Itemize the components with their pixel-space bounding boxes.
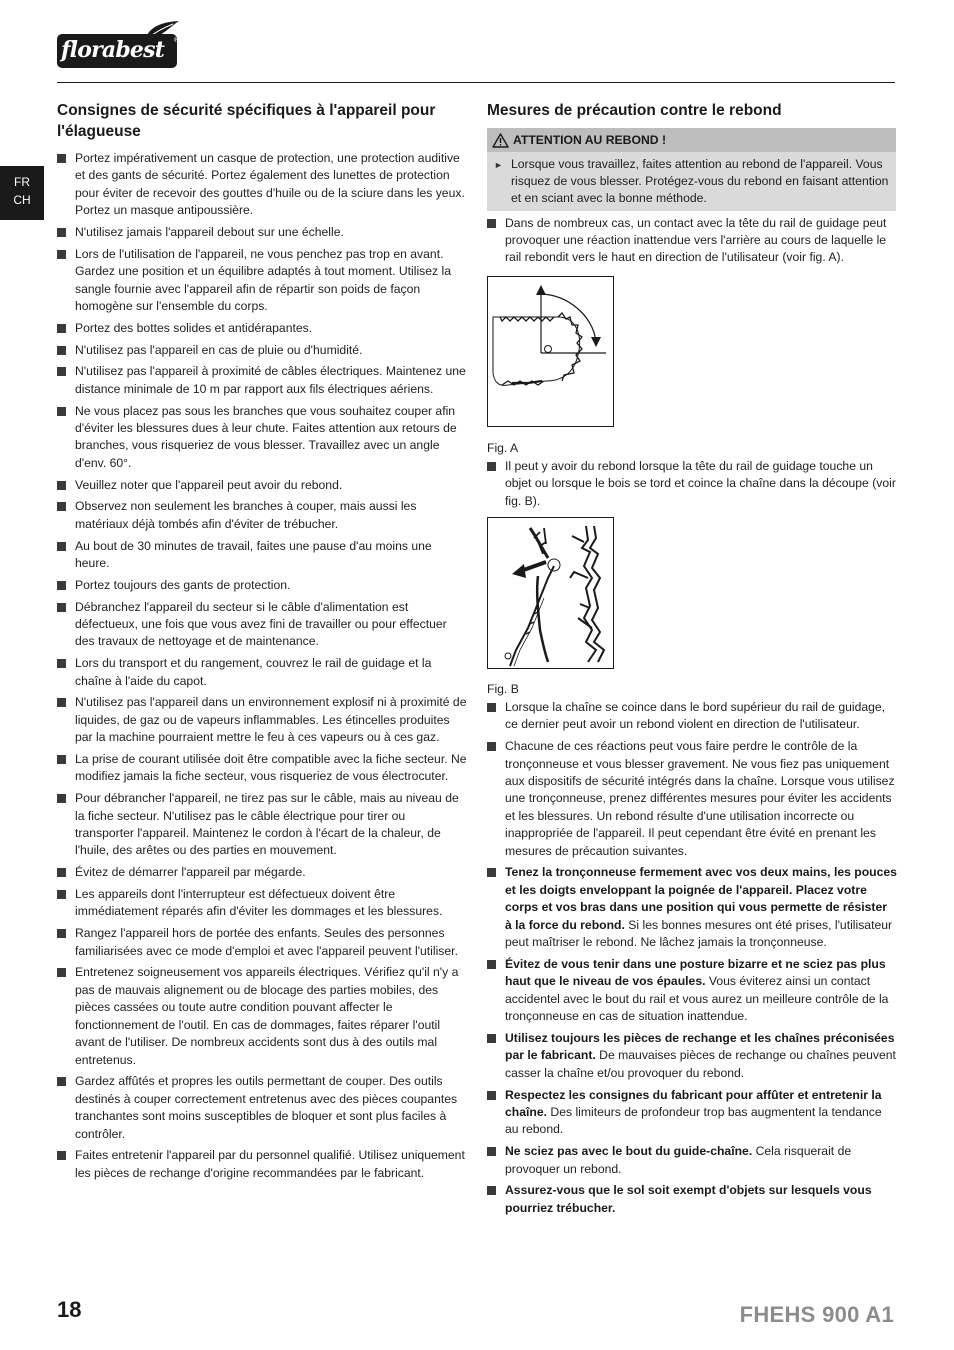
list-item: La prise de courant utilisée doit être compatible avec la fiche secteur. Ne modifiez jamais la fiche secteur, vous risqueriez de vous électrocuter. [57, 751, 467, 786]
rule-text: Des limiteurs de profondeur trop bas augmentent la tendance au rebond. [505, 1104, 882, 1137]
list-item [487, 1030, 897, 1082]
rule-emphasis: Tenez la tronçonneuse fermement avec vos deux mains, les pouces et les doigts enveloppant la poignée de l'appareil. Placez votre corps et vos bras dans une position qui vous permette de résister à la force du rebond. [505, 865, 897, 932]
list-item [487, 864, 897, 951]
brand-name: florabest [61, 37, 165, 63]
rule-text: Vous éviterez ainsi un contact accidentel avec le bout du rail et vous aurez un meilleure contrôle de la tronçonneuse en cas de situation inattendue. [505, 974, 889, 1024]
list-item: Chacune de ces réactions peut vous faire perdre le contrôle de la tronçonneuse et vous blesser gravement. Ne vous fiez pas uniquement aux dispositifs de sécurité intégrés dans la chaîne. Lorsque vous utilisez une tronçonneuse, prenez différentes mesures pour éviter les accidents et les blessures. Un rebond résulte d'une utilisation incorrecte ou inappropriée de l'appareil. Il peut cependant être évité en prenant les mesures de précaution suivantes. [487, 738, 897, 860]
list-item: Lors de l'utilisation de l'appareil, ne vous penchez pas trop en avant. Gardez une position et un équilibre adaptés à tout moment. Utilisez la sangle fournie avec l'appareil afin de répartir son poids de façon homogène sur l'ensemble du corps. [57, 246, 467, 316]
warning-heading-text: ATTENTION AU REBOND ! [513, 133, 667, 147]
list-item: Pour débrancher l'appareil, ne tirez pas sur le câble, mais au niveau de la fiche secteur. N'utilisez pas le câble électrique pour tirer ou transporter l'appareil. Maintenez le cordon à l'écart de la chaleur, de l'huile, des arêtes ou des parties en mouvement. [57, 790, 467, 860]
brand-logo [57, 20, 181, 70]
list-item: Portez des bottes solides et antidérapantes. [57, 320, 467, 337]
lang-code-ch: CH [13, 193, 31, 207]
list-item [487, 956, 897, 1026]
rule-emphasis: Évitez de vous tenir dans une posture bizarre et ne sciez pas plus haut que le niveau de vos épaules. [505, 956, 886, 989]
list-item: N'utilisez jamais l'appareil debout sur une échelle. [57, 224, 467, 241]
list-item [487, 1143, 897, 1178]
kickback-list-2 [487, 458, 897, 510]
arrow-right-icon: ► [494, 160, 503, 170]
list-item: N'utilisez pas l'appareil en cas de pluie ou d'humidité. [57, 342, 467, 359]
figure-a [487, 276, 614, 427]
figure-a-caption: Fig. A [487, 440, 519, 455]
figure-b-caption: Fig. B [487, 682, 519, 697]
list-item: Dans de nombreux cas, un contact avec la tête du rail de guidage peut provoquer une réaction inattendue vers l'arrière au cours de laquelle le rail rebondit vers le haut en direction de l'utilisateur (voir fig. A). [487, 215, 897, 267]
warning-box [487, 128, 896, 211]
list-item: Rangez l'appareil hors de portée des enfants. Seules des personnes familiarisées avec ce mode d'emploi et avec l'appareil peuvent l'utiliser. [57, 925, 467, 960]
list-item [487, 1087, 897, 1139]
list-item: Il peut y avoir du rebond lorsque la tête du rail de guidage touche un objet ou lorsque le bois se tord et coince la chaîne dans la découpe (voir fig. B). [487, 458, 897, 510]
list-item: N'utilisez pas l'appareil à proximité de câbles électriques. Maintenez une distance minimale de 10 m par rapport aux fils électriques aériens. [57, 363, 467, 398]
list-item: Au bout de 30 minutes de travail, faites une pause d'au moins une heure. [57, 538, 467, 573]
list-item: N'utilisez pas l'appareil dans un environnement explosif ni à proximité de liquides, de gaz ou de vapeurs inflammables. Les étincelles produites par la machine pourraient mettre le feu à ces vapeurs ou à ces gaz. [57, 694, 467, 746]
section-title-safety: Consignes de sécurité spécifiques à l'appareil pour l'élagueuse [57, 102, 436, 140]
warning-text: Lorsque vous travaillez, faites attention au rebond de l'appareil. Vous risquez de vous blesser. Protégez-vous du rebond en faisant attention et en sciant avec la bonne méthode. [511, 157, 889, 206]
rule-text: Cela risquerait de provoquer un rebond. [505, 1144, 852, 1176]
rule-text: Si les bonnes mesures ont été prises, l'utilisateur peut maîtriser le rebond. Ne lâchez jamais la tronçonneuse. [505, 917, 893, 950]
list-item: Les appareils dont l'interrupteur est défectueux doivent être immédiatement réparés afin d'éviter les dommages et les blessures. [57, 886, 467, 921]
rule-emphasis: Respectez les consignes du fabricant pour affûter et entretenir la chaîne. [505, 1087, 882, 1119]
language-tab [0, 166, 44, 220]
list-item: Faites entretenir l'appareil par du personnel qualifié. Utilisez uniquement les pièces de rechange d'origine recommandées par le fabricant. [57, 1147, 467, 1182]
list-item: Portez toujours des gants de protection. [57, 577, 467, 594]
list-item: Gardez affûtés et propres les outils permettant de couper. Des outils destinés à couper correctement entretenus avec des pièces coupantes tranchantes sont moins susceptibles de bloquer et sont plus faciles à contrôler. [57, 1073, 467, 1143]
safety-list [57, 150, 467, 1182]
warning-heading [487, 128, 896, 152]
lang-code-fr: FR [14, 175, 30, 189]
list-item: Évitez de démarrer l'appareil par mégarde. [57, 864, 467, 881]
kickback-zone-illustration [488, 277, 613, 426]
left-column [57, 100, 467, 1187]
page-number: 18 [57, 1297, 82, 1322]
figure-b [487, 517, 614, 669]
list-item: Observez non seulement les branches à couper, mais aussi les matériaux déjà tombés afin d'éviter de trébucher. [57, 498, 467, 533]
section-title-kickback: Mesures de précaution contre le rebond [487, 102, 782, 119]
rule-emphasis: Assurez-vous que le sol soit exempt d'objets sur lesquels vous pourriez trébucher. [505, 1183, 872, 1215]
list-item: Entretenez soigneusement vos appareils électriques. Vérifiez qu'il n'y a pas de mauvais alignement ou de blocage des parties mobiles, des pièces cassées ou toute autre condition pouvant affecter le fonctionnement de l'outil. En cas de dommages, faites réparer l'outil avant de l'utiliser. De nombreux accidents sont dus à des outils mal entretenus. [57, 964, 467, 1068]
list-item: Lorsque la chaîne se coince dans le bord supérieur du rail de guidage, ce dernier peut avoir un rebond violent en direction de l'utilisateur. [487, 699, 897, 734]
kickback-list-3 [487, 699, 897, 1217]
warning-body [487, 152, 896, 211]
right-column [487, 100, 897, 1222]
header-divider [57, 82, 895, 83]
registered-mark: ® [173, 36, 180, 44]
list-item [487, 1182, 897, 1217]
list-item: Lors du transport et du rangement, couvrez le rail de guidage et la chaîne à l'aide du capot. [57, 655, 467, 690]
list-item: Veuillez noter que l'appareil peut avoir du rebond. [57, 477, 467, 494]
list-item: Portez impérativement un casque de protection, une protection auditive et des gants de sécurité. Portez également des lunettes de protection pour éviter de recevoir des gouttes d'huile ou de la sciure dans les yeux. Portez un masque antipoussière. [57, 150, 467, 220]
warning-triangle-icon [492, 133, 509, 148]
rule-emphasis: Ne sciez pas avec le bout du guide-chaîne. [505, 1144, 753, 1159]
list-item: Ne vous placez pas sous les branches que vous souhaitez couper afin d'éviter les blessures dues à leur chute. Faites attention aux retours de branches, vous risqueriez de vous blesser. Travaillez avec un angle d'env. 60°. [57, 403, 467, 473]
rule-text: De mauvaises pièces de rechange ou chaînes peuvent casser la chaîne et/ou provoquer du rebond. [505, 1048, 896, 1080]
rule-emphasis: Utilisez toujours les pièces de rechange et les chaînes préconisées par le fabricant. [505, 1030, 895, 1063]
model-number: FHEHS 900 A1 [739, 1302, 894, 1327]
list-item: Débranchez l'appareil du secteur si le câble d'alimentation est défectueux, une fois que vous avez fini de travailler ou pour effectuer des travaux de nettoyage et de maintenance. [57, 599, 467, 651]
pole-saw-kickback-illustration [488, 518, 613, 668]
kickback-list-1 [487, 215, 897, 267]
